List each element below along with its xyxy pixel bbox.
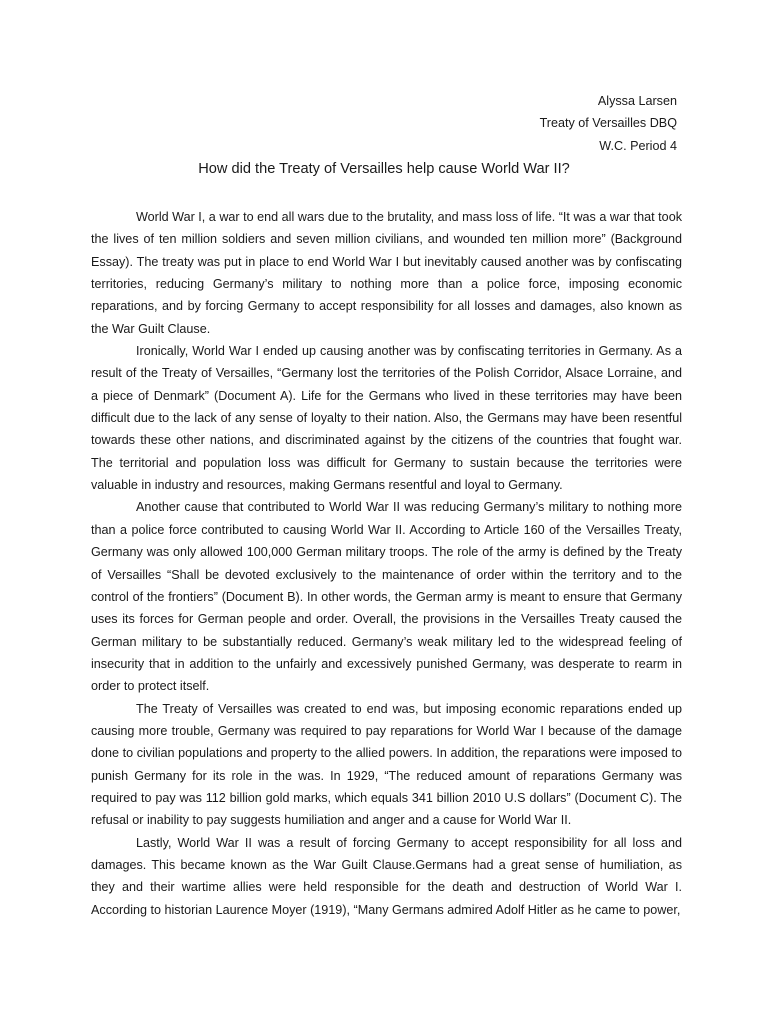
essay-title: How did the Treaty of Versailles help cause World War II? [198, 161, 570, 177]
paragraph-5: Lastly, World War II was a result of forcing Germany to accept responsibility for all loss and damages. This became known as the War Guilt Clause.Germans had a great sense of humiliation, as they and their wartime allies were held responsible for the death and destruction of World War I. According to historian Laurence Moyer (1919), “Many Germans admired Adolf Hitler as he came to power, [91, 835, 682, 917]
header-block [540, 90, 677, 157]
essay-body [91, 206, 682, 921]
assignment-name: Treaty of Versailles DBQ [539, 116, 677, 131]
paragraph-4: The Treaty of Versailles was created to end was, but imposing economic reparations ended up causing more trouble, Germany was required to pay reparations for World War I because of the damage done to civilian populations and property to the allied powers. In addition, the reparations were imposed to punish Germany for its role in the was. In 1929, “The reduced amount of reparations Germany was required to pay was 112 billion gold marks, which equals 341 billion 2010 U.S dollars” (Document C). The refusal or inability to pay suggests humiliation and anger and a cause for World War II. [91, 701, 682, 828]
paragraph-1: World War I, a war to end all wars due to the brutality, and mass loss of life. “It was a war that took the lives of ten million soldiers and seven million civilians, and wounded ten million more” (Background Essay). The treaty was put in place to end World War I but inevitably caused another was by confiscating territories, reducing Germany’s military to nothing more than a police force, imposing economic reparations, and by forcing Germany to accept responsibility for all losses and damages, also known as the War Guilt Clause. [91, 210, 682, 336]
paragraph-2: Ironically, World War I ended up causing another was by confiscating territories in Germany. As a result of the Treaty of Versailles, “Germany lost the territories of the Polish Corridor, Alsace Lorraine, and a piece of Denmark” (Document A). Life for the Germans who lived in these territories may have been difficult due to the lack of any sense of loyalty to their nation. Also, the Germans may have been resentful towards these other nations, and discriminated against by the citizens of the countries that fought war. The territorial and population loss was difficult for Germany to sustain because the territories were valuable in industry and resources, making Germans resentful and loyal to Germany. [91, 344, 682, 493]
author-name: Alyssa Larsen [597, 94, 677, 108]
paragraph-3: Another cause that contributed to World War II was reducing Germany’s military to nothing more than a police force contributed to causing World War II. According to Article 160 of the Versailles Treaty, Germany was only allowed 100,000 German military troops. The role of the army is defined by the Treaty of Versailles “Shall be devoted exclusively to the maintenance of order within the territory and to the control of the frontiers” (Document B). In other words, the German army is meant to ensure that Germany uses its forces for German people and order. Overall, the provisions in the Versailles Treaty caused the German military to be substantially reduced. Germany’s weak military led to the widespread feeling of insecurity that in addition to the unfairly and excessively punished Germany, was desperate to rearm in order to protect itself. [91, 500, 682, 694]
class-period: W.C. Period 4 [599, 138, 677, 153]
